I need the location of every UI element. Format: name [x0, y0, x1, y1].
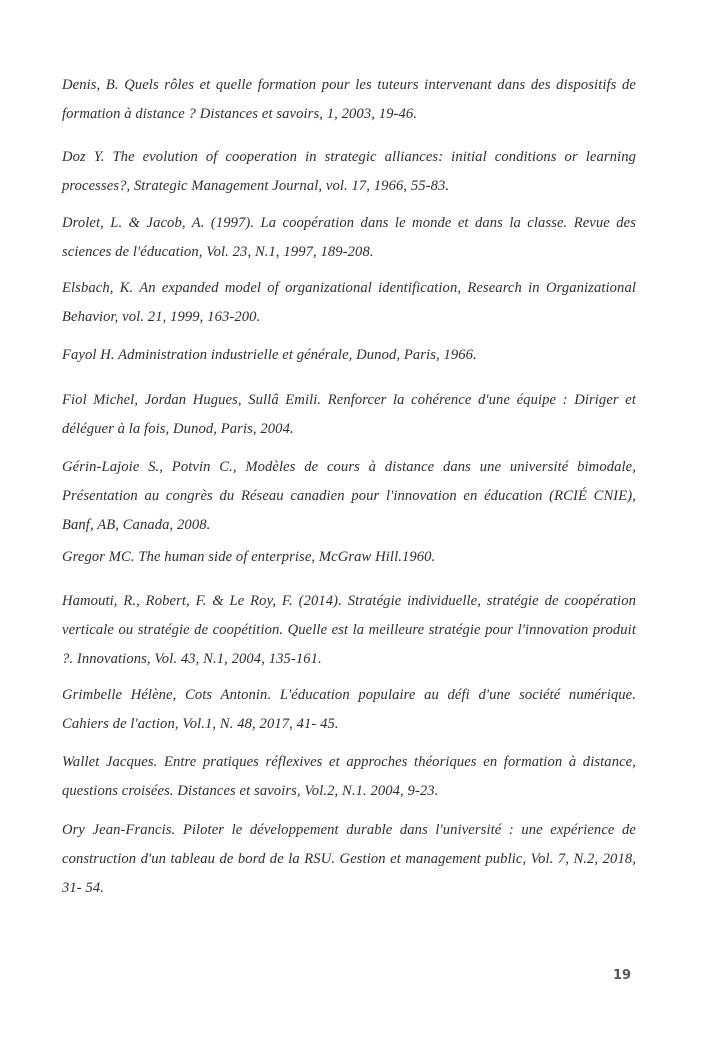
reference-entry-fiol: Fiol Michel, Jordan Hugues, Sullâ Emili. Renforcer la cohérence d'une équipe : Diriger et déléguer à la fois, Dunod, Paris, 2004. — [62, 392, 636, 437]
reference-entry-gerin-lajoie: Gérin-Lajoie S., Potvin C., Modèles de cours à distance dans une université bimodale, Présentation au congrès du Réseau canadien pour l'innovation en éducation (RCIÉ CNIE), Banf, AB, Canada, 2008. — [62, 459, 636, 533]
reference-entry-denis: Denis, B. Quels rôles et quelle formation pour les tuteurs intervenant dans des dispositifs de formation à distance ? Distances et savoirs, 1, 2003, 19-46. — [62, 77, 636, 122]
reference-entry-ory: Ory Jean-Francis. Piloter le développement durable dans l'université : une expérience de construction d'un tableau de bord de la RSU. Gestion et management public, Vol. 7, N.2, 2018, 31- 54. — [62, 822, 636, 896]
reference-entry-drolet: Drolet, L. & Jacob, A. (1997). La coopération dans le monde et dans la classe. Revue des sciences de l'éducation, Vol. 23, N.1, 1997, 189-208. — [62, 215, 636, 260]
reference-entry-hamouti: Hamouti, R., Robert, F. & Le Roy, F. (2014). Stratégie individuelle, stratégie de coopération verticale ou stratégie de coopétition. Quelle est la meilleure stratégie pour l'innovation produit ?. Innovations, Vol. 43, N.1, 2004, 135-161. — [62, 593, 636, 667]
reference-entry-elsbach: Elsbach, K. An expanded model of organizational identification, Research in Organizational Behavior, vol. 21, 1999, 163-200. — [62, 280, 636, 325]
reference-entry-fayol: Fayol H. Administration industrielle et générale, Dunod, Paris, 1966. — [62, 347, 477, 363]
reference-entry-gregor: Gregor MC. The human side of enterprise, McGraw Hill.1960. — [62, 549, 436, 565]
reference-entry-doz: Doz Y. The evolution of cooperation in strategic alliances: initial conditions or learning processes?, Strategic Management Journal, vol. 17, 1966, 55-83. — [62, 149, 636, 194]
page-number: 19 — [613, 968, 632, 983]
reference-entry-wallet: Wallet Jacques. Entre pratiques réflexives et approches théoriques en formation à distance, questions croisées. Distances et savoirs, Vol.2, N.1. 2004, 9-23. — [62, 754, 636, 799]
reference-entry-grimbelle: Grimbelle Hélène, Cots Antonin. L'éducation populaire au défi d'une société numérique. Cahiers de l'action, Vol.1, N. 48, 2017, 41- 45. — [62, 687, 636, 732]
